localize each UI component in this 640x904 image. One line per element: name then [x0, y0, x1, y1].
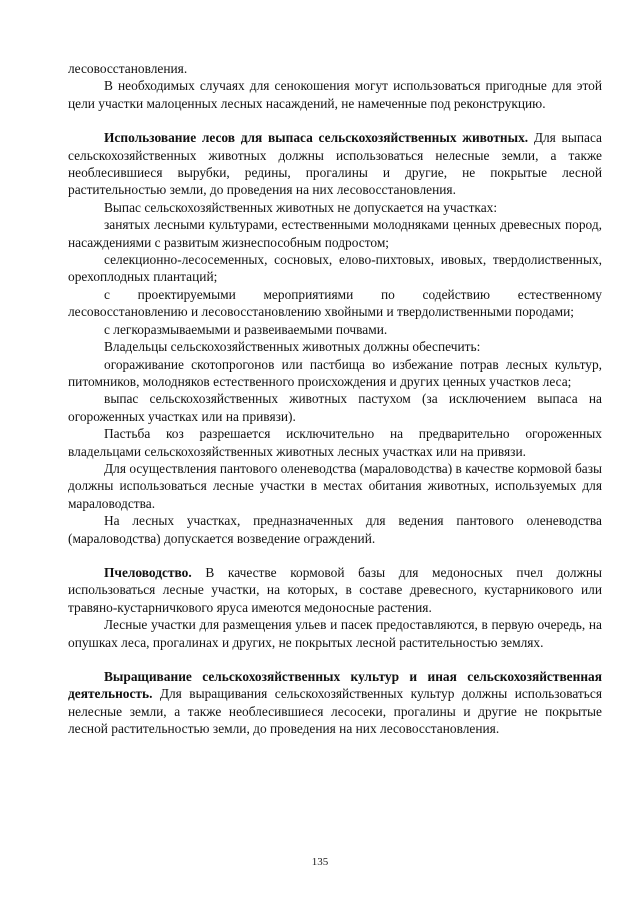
paragraph: [68, 390, 602, 425]
paragraph-text: Лесные участки для размещения ульев и пасек предоставляются, в первую очередь, на опушках леса, прогалинах и других, не покрытых лесной растительностью землях.: [68, 617, 602, 650]
paragraph: [68, 668, 602, 738]
paragraph-text: выпас сельскохозяйственных животных пастухом (за исключением выпаса на огороженных участках или на привязи).: [68, 391, 602, 424]
paragraph-gap: [68, 651, 602, 668]
paragraph: [68, 286, 602, 321]
paragraph: [68, 129, 602, 199]
paragraph-text: Для выпаса сельскохозяйственных животных должны использоваться нелесные земли, а также необлесившиеся вырубки, редины, прогалины и другие, не покрытые лесной растительностью земли, до проведения на них лесовосстановления.: [68, 130, 602, 198]
paragraph: [68, 512, 602, 547]
paragraph: [68, 564, 602, 616]
paragraph-text: лесовосстановления.: [68, 61, 188, 76]
paragraph-text: Выпас сельскохозяйственных животных не допускается на участках:: [104, 199, 498, 215]
paragraph: [68, 338, 602, 355]
paragraph-text: занятых лесными культурами, естественными молодняками ценных древесных пород, насаждениями с развитым жизнеспособным подростом;: [68, 217, 602, 250]
paragraph-text: с легкоразмываемыми и развеиваемыми почвами.: [104, 321, 388, 337]
section-heading: Выращивание сельскохозяйственных культур и иная сельскохозяйственная деятельность.: [68, 669, 602, 702]
paragraph-text: Владельцы сельскохозяйственных животных должны обеспечить:: [104, 339, 481, 355]
paragraph: [68, 199, 602, 216]
paragraph: [68, 425, 602, 460]
paragraph-gap: [68, 112, 602, 129]
paragraph-text: На лесных участках, предназначенных для ведения пантового оленеводства (мараловодства) допускается возведение ограждений.: [68, 513, 602, 546]
paragraph-text: Пастьба коз разрешается исключительно на предварительно огороженных владельцами сельскохозяйственных животных лесных участках или на привязи.: [68, 426, 602, 459]
paragraph-text: с проектируемыми мероприятиями по содействию естественному лесовосстановлению и лесовосстановлению хвойными и твердолиственными породами;: [68, 286, 602, 320]
paragraph: [68, 460, 602, 512]
paragraph: [68, 356, 602, 391]
paragraph-text: огораживание скотопрогонов или пастбища во избежание потрав лесных культур, питомников, молодняков естественного происхождения и других ценных участков леса;: [68, 356, 602, 389]
paragraph: [68, 616, 602, 651]
paragraph-text: Для выращивания сельскохозяйственных культур должны использоваться нелесные земли, а также необлесившиеся лесосеки, прогалины и другие не покрытые лесной растительностью земли, до проведения на них лесовосстановления.: [68, 686, 602, 737]
paragraph: [68, 77, 602, 112]
paragraph-text: В качестве кормовой базы для медоносных пчел должны использоваться лесные участки, на которых, в составе древесного, кустарникового или травяно-кустарничкового яруса имеются медоносные растения.: [68, 564, 602, 615]
section-heading: Использование лесов для выпаса сельскохозяйственных животных.: [104, 130, 529, 146]
paragraph-text: Для осуществления пантового оленеводства (мараловодства) в качестве кормовой базы должны использоваться лесные участки в местах обитания животных, используемых для мараловодства.: [68, 460, 602, 511]
paragraph: [68, 216, 602, 251]
paragraph-gap: [68, 547, 602, 564]
document-body: [68, 60, 602, 738]
paragraph-text: В необходимых случаях для сенокошения могут использоваться пригодные для этой цели участки малоценных лесных насаждений, не намеченные под реконструкцию.: [68, 78, 602, 111]
section-heading: Пчеловодство.: [104, 564, 192, 580]
paragraph: [68, 321, 602, 338]
paragraph: [68, 251, 602, 286]
paragraph: [68, 60, 602, 77]
page-number: 135: [311, 856, 329, 868]
paragraph-text: селекционно-лесосеменных, сосновых, елово-пихтовых, ивовых, твердолиственных, орехоплодных плантаций;: [68, 252, 602, 285]
